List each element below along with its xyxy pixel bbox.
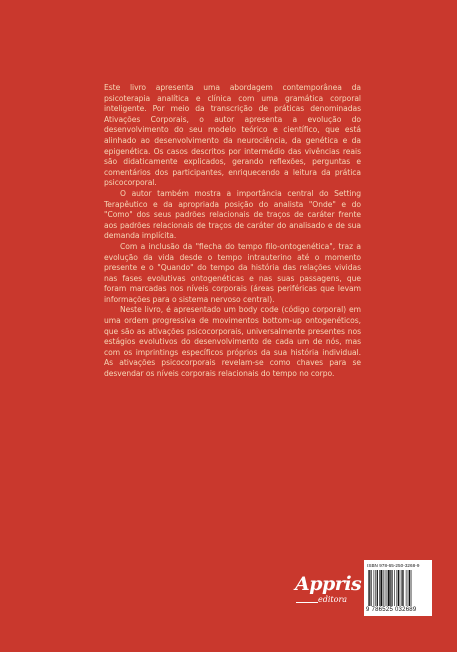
barcode-bar: [385, 570, 386, 606]
barcode-bar: [400, 570, 401, 606]
barcode-bar: [379, 570, 380, 606]
barcode-bar: [403, 570, 404, 606]
barcode-bar: [368, 570, 369, 606]
barcode-bars: [368, 570, 428, 606]
barcode-bar: [387, 570, 388, 606]
barcode-bar: [380, 570, 382, 606]
barcode-bar: [392, 570, 393, 606]
publisher-subtitle: editora: [318, 595, 348, 604]
blurb-paragraph-4: Neste livro, é apresentado um body code (código corporal) em uma ordem progressiva de movimentos bottom-up ontogenéticos, que são as ativações psicocorporais, universalmente presentes nos estágios evolutivos do desenvolvimento de cada um de nós, mas com os imprintings específicos próprios da sua história individual. As ativações psicocorporais revelam-se como chaves para se desvendar os níveis corporais relacionais do tempo no corpo.: [104, 305, 361, 379]
barcode-bar: [383, 570, 384, 606]
publisher-logo: [294, 573, 362, 619]
barcode-bar: [390, 570, 391, 606]
barcode-bar: [398, 570, 399, 606]
barcode-bar: [408, 570, 409, 606]
barcode-digits: 9 786525 032689: [366, 607, 417, 613]
barcode-bar: [401, 570, 402, 606]
blurb-paragraph-3: Com a inclusão da "flecha do tempo filo-ontogenética", traz a evolução da vida desde o tempo intrauterino até o momento presente e o "Quando" do tempo da história das relações vividas nas fases evolutivas ontogenéticas e nas suas passagens, que foram marcadas nos níveis corporais (áreas periféricas que levam informações para o sistema nervoso central).: [104, 241, 361, 304]
isbn-barcode: [364, 560, 432, 616]
barcode-bar: [375, 570, 376, 606]
barcode-bar: [371, 570, 372, 606]
logo-underline: [296, 602, 318, 603]
barcode-bar: [377, 570, 378, 606]
blurb-paragraph-1: Este livro apresenta uma abordagem contemporânea da psicoterapia analítica e clínica com uma gramática corporal inteligente. Por meio da transcrição de práticas denominadas Ativações Corporais, o autor apresenta a evolução do desenvolvimento do seu modelo teórico e científico, que está alinhado ao desenvolvimento da neurociência, da genética e da epigenética. Os casos descritos por intermédio das vivências reais são didaticamente explicados, gerando reflexões, perguntas e comentários dos participantes, enriquecendo a leitura da prática psicocorporal.: [104, 83, 361, 188]
barcode-bar: [369, 570, 370, 606]
barcode-bar: [388, 570, 390, 606]
barcode-bar: [406, 570, 407, 606]
barcode-bar: [394, 570, 395, 606]
barcode-bar: [411, 570, 412, 606]
barcode-bar: [374, 570, 375, 606]
barcode-bar: [397, 570, 398, 606]
back-cover-blurb: [104, 83, 361, 380]
blurb-paragraph-2: O autor também mostra a importância central do Setting Terapêutico e da apropriada posição do analista "Onde" e do "Como" dos seus padrões relacionais de traços de caráter frente aos padrões relacionais de traços de caráter do analisado e de sua demanda implícita.: [104, 188, 361, 241]
isbn-label: ISBN 978-65-250-3268-9: [367, 563, 420, 568]
barcode-bar: [409, 570, 410, 606]
publisher-name: Appris: [295, 573, 362, 595]
